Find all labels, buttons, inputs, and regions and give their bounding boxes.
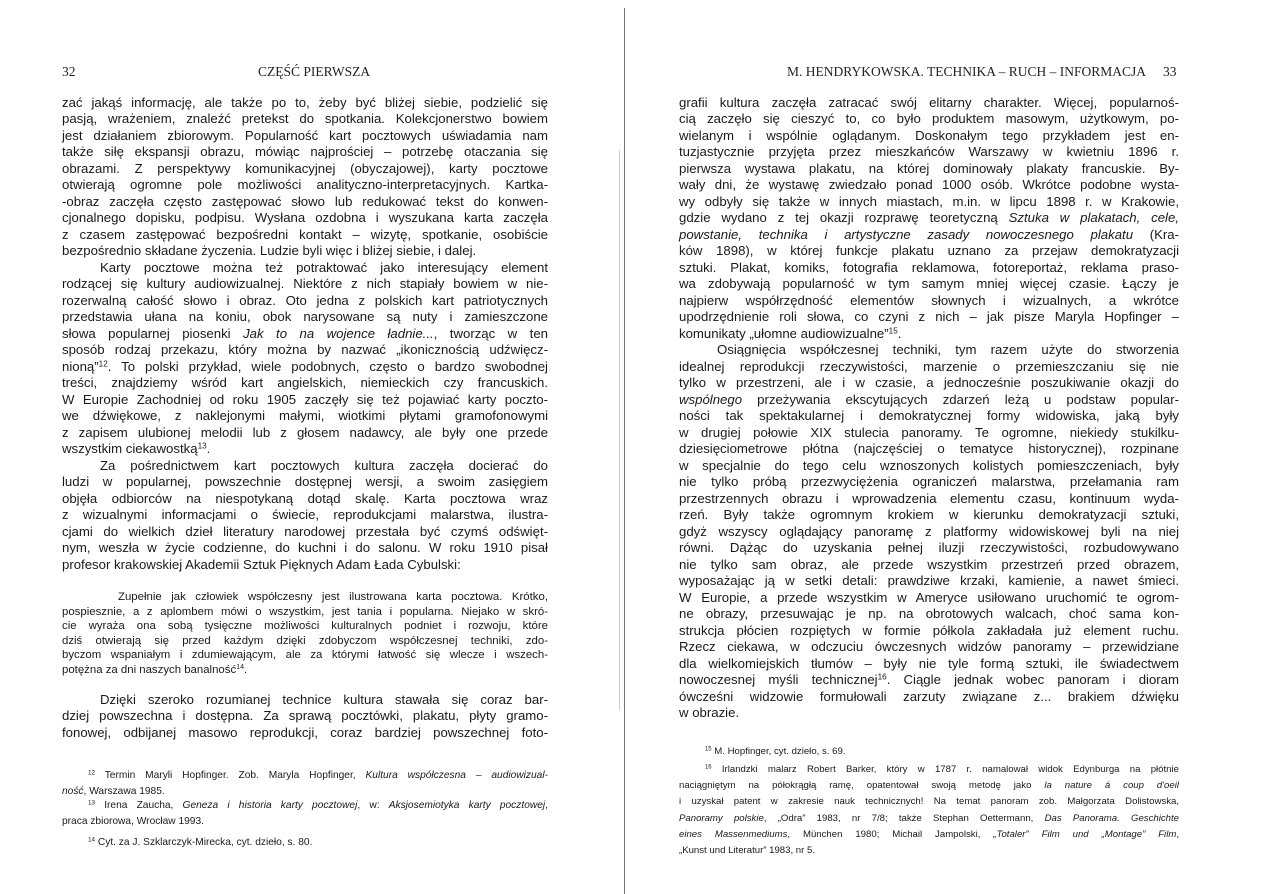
footnote-ref: 13 bbox=[88, 799, 96, 807]
italic-title: Panoramy polskie bbox=[679, 812, 764, 824]
footnote-14 bbox=[62, 835, 548, 851]
paragraph bbox=[62, 260, 548, 458]
text-line: cjonalnego dopisku, podpisu. Wysłana ozdobna i wyszukana karta zaczęła bbox=[62, 210, 548, 226]
text-line: profesor krakowskiej Akademii Sztuk Pięknych Adam Łada Cybulski: bbox=[62, 556, 461, 572]
footnote-16 bbox=[679, 762, 1179, 859]
text-line: rzeń. Były także ogromnym krokiem w kierunku demokratyzacji sztuki, bbox=[679, 507, 1179, 523]
text-line: gdyż wszyscy oglądający panoramę z platformy widowiskowej byli na niej bbox=[679, 523, 1179, 539]
text-line: nie tylko próbą przezwyciężenia ograniczeń malarstwa, przełamania ram bbox=[679, 474, 1179, 490]
text-line: najpierw współrzędność elementów słownych i wizualnych, a wkrótce bbox=[679, 292, 1179, 308]
italic-title: powstanie, technika i artystyczne zasady nowoczesnego plakatu bbox=[679, 226, 1134, 242]
text-line bbox=[62, 326, 548, 343]
text-run: M. Hopfinger, cyt. dzieło, s. 69. bbox=[711, 746, 846, 757]
footnote-ref: 16 bbox=[877, 672, 887, 682]
text-line: tuzjastycznie przyjęta przez mieszkańców Warszawy w kwietniu 1896 r. bbox=[679, 144, 1179, 160]
text-line: dziesięciometrowe płótna (najczęściej o tematyce historycznej), rozpinane bbox=[679, 441, 1179, 457]
text-line bbox=[679, 326, 1179, 343]
text-run: naciągniętym na półokrągłą ramę, opatentował swoją metodę jako bbox=[679, 780, 1045, 792]
text-run: gdzie wydano z tej okazji rozprawę teoretyczną bbox=[679, 210, 1009, 226]
text-line bbox=[679, 227, 1179, 244]
text-run: przeżywania ekscytujących zdarzeń leżą u podstaw popular- bbox=[742, 391, 1179, 407]
text-run: komunikaty „ułomne audiowizualne” bbox=[679, 325, 889, 341]
text-run: . To polski przykład, wiele podobnych, często o bardzo swobodnej bbox=[107, 358, 548, 374]
text-run: , bbox=[1176, 828, 1179, 840]
italic-title: Jak to na wojence ładnie... bbox=[243, 325, 434, 341]
text-line: objęła odbiorców na niespotykaną dotąd skalę. Karta pocztowa wraz bbox=[62, 490, 548, 506]
footnote-ref: 14 bbox=[236, 664, 244, 672]
footnote-ref: 12 bbox=[98, 359, 108, 369]
italic-title: Sztuka w plakatach, cele, bbox=[1008, 210, 1179, 226]
text-line: „Kunst und Literatur” 1983, nr 5. bbox=[679, 844, 815, 856]
italic-title: ność bbox=[62, 786, 84, 797]
right-body-text bbox=[679, 95, 1179, 722]
text-line: z zapisem ulubionej melodii lub z głosem nadawcy, ale były one przede bbox=[62, 424, 548, 440]
paragraph bbox=[62, 798, 548, 830]
page-number-left: 32 bbox=[62, 64, 76, 79]
text-line: Karty pocztowe można też potraktować jako interesujący element bbox=[100, 259, 548, 275]
italic-title: Das Panorama. Geschichte bbox=[1044, 812, 1179, 824]
text-line: W Europie, a przede wszystkim w Ameryce usiłowano uruchomić te ogrom- bbox=[679, 589, 1179, 605]
block-quote bbox=[62, 590, 548, 678]
footnote-ref: 15 bbox=[888, 326, 898, 336]
text-run: . bbox=[206, 441, 211, 457]
text-line bbox=[679, 762, 1179, 778]
italic-title: eines Massenmediums bbox=[679, 828, 788, 840]
paragraph bbox=[62, 692, 548, 741]
text-run: (Kra- bbox=[1133, 226, 1179, 242]
text-run: , w: bbox=[357, 800, 389, 811]
text-run: Cyt. za J. Szklarczyk-Mirecka, cyt. dzieło, s. 80. bbox=[95, 837, 313, 848]
text-line: sposób rodzaj przekazu, który można by nazwać „ikonicznością udźwięcz- bbox=[62, 342, 548, 358]
text-line bbox=[62, 441, 548, 458]
paragraph bbox=[679, 744, 1179, 760]
text-line: fonowej, odbijanej masowo reprodukcji, coraz bardziej powszechnej foto- bbox=[62, 724, 548, 740]
text-line: treści, znajdziemy wśród kart angielskich, niemieckich czy francuskich. bbox=[62, 375, 548, 391]
text-line: przedstawia ułana na koniu, obok narysowane są nuty i zamieszczone bbox=[62, 309, 548, 325]
text-run: nowoczesnej myśli technicznej bbox=[679, 672, 878, 688]
italic-title: la nature á coup d'oeil bbox=[1044, 780, 1179, 792]
text-run: , München 1980; Michail Jampolski, bbox=[787, 828, 994, 840]
text-run: . Ciągle jednak wobec panoram i dioram bbox=[886, 672, 1180, 688]
text-run: Irlandzki malarz Robert Barker, który w 1787 r. namalował widok Edynburga na płótnie bbox=[711, 764, 1179, 775]
text-run: nioną” bbox=[62, 358, 99, 374]
text-line: ne obrazy, przesuwając je np. na obrotowych walcach, choć sama kon- bbox=[679, 606, 1179, 622]
text-line bbox=[679, 672, 1179, 689]
text-line: także siłę ekspansji obrazu, mówiąc najprościej – potrzebę otaczania się bbox=[62, 144, 548, 160]
text-line: Zupełnie jak człowiek współczesny jest ilustrowana karta pocztowa. Krótko, bbox=[118, 591, 548, 603]
paragraph bbox=[679, 95, 1179, 343]
text-line: przestrzennych obrazu i wprowadzenia elementu czasu, kontinuum wyda- bbox=[679, 490, 1179, 506]
text-line: strukcja płócien rozpiętych w formie półkola zakładała już element ruchu. bbox=[679, 622, 1179, 638]
text-line: pierwsza wystawa plakatu, na której dominowały plakaty francuskie. By- bbox=[679, 160, 1179, 176]
italic-title: Geneza i historia karty pocztowej bbox=[182, 800, 358, 811]
text-run: . bbox=[244, 663, 248, 676]
text-line: dla wielkomiejskich tłumów – były nie tyle formą sztuki, ile świadectwem bbox=[679, 655, 1179, 671]
text-line: praca zbiorowa, Wrocław 1993. bbox=[62, 816, 204, 827]
paragraph bbox=[62, 95, 548, 260]
text-line: rozerwalną całość słowo i obraz. Oto jedna z polskich kart patriotycznych bbox=[62, 292, 548, 308]
footnote-ref: 12 bbox=[88, 769, 96, 777]
text-line: z wizualnymi informacjami o świecie, reprodukcjami malarstwa, ilustra- bbox=[62, 507, 548, 523]
text-run: , „Odra” 1983, nr 7/8; także Stephan Oettermann, bbox=[763, 812, 1045, 824]
text-line: byczom wspaniałym i zdumiewającym, ale za którymi łatwość się wlecze i wszech- bbox=[62, 649, 548, 662]
text-line: -obraz zaczęła często zastępować słowo lub redukować tekst do konwen- bbox=[62, 193, 548, 209]
text-line bbox=[679, 744, 1179, 760]
italic-title: Kultura współczesna – audiowizual- bbox=[365, 770, 549, 781]
text-line: i uzyskał patent w zakresie nauk technicznych! Na temat panoram zob. Małgorzata Dolistowska, bbox=[679, 796, 1179, 808]
text-line: równi. Dążąc do uzyskania pełnej iluzji rzeczywistości, rozbudowywano bbox=[679, 540, 1179, 556]
text-line: zać jakąś informację, ale także po to, żeby być bliżej siebie, podzielić się bbox=[62, 94, 548, 110]
text-run: , Warszawa 1985. bbox=[83, 786, 165, 797]
footnote-ref: 16 bbox=[705, 764, 712, 771]
footnote-12 bbox=[62, 768, 548, 800]
text-line: upodrzędnienie roli słowa, co czyni z nich – jak pisze Maryla Hopfinger – bbox=[679, 309, 1179, 325]
text-run: Termin Maryli Hopfinger. Zob. Maryla Hopfinger, bbox=[95, 770, 366, 781]
text-line: wielanym i wspólnie oglądanym. Doskonałym tego przykładem jest en- bbox=[679, 127, 1179, 143]
paragraph bbox=[62, 835, 548, 851]
text-line bbox=[679, 811, 1179, 827]
text-run: potężna za dni naszych banalność bbox=[62, 663, 237, 676]
text-line: pospiesznie, a z aplombem mówi o wszystkim, jest tania i popularna. Niejako w skró- bbox=[62, 605, 548, 618]
text-line bbox=[62, 835, 548, 851]
text-line: W Europie Zachodniej od roku 1905 zaczęły się też pojawiać karty poczto- bbox=[62, 391, 548, 407]
text-line: grafii kultura zaczęła zatracać swój elitarny charakter. Więcej, popularnoś- bbox=[679, 94, 1179, 110]
footnote-ref: 13 bbox=[197, 441, 207, 451]
text-line: cie wyraża ona sobą tysięczne możliwości kulturalnych podniet i rozwoju, które bbox=[62, 620, 548, 633]
text-line bbox=[62, 359, 548, 376]
paragraph bbox=[679, 762, 1179, 859]
text-line: bezpośrednio składane życzenia. Ludzie byli więc i bliżej siebie, i dalej. bbox=[62, 243, 477, 259]
footnote-15 bbox=[679, 744, 1179, 760]
italic-title: Aksjosemiotyka karty pocztowej bbox=[388, 800, 546, 811]
text-line: ności tak spektakularnej i demokratycznej formy widowiska, jaką były bbox=[679, 408, 1179, 424]
text-line: w specjalnie do tego celu wznoszonych kolistych pomieszczeniach, były bbox=[679, 457, 1179, 473]
text-line: tylko w przestrzeni, ale i w czasie, a jednocześnie poszukiwanie okazji do bbox=[679, 375, 1179, 391]
text-line: w obrazie. bbox=[679, 705, 740, 721]
text-line: wyposażając ją w setki detali: prawdziwe krzaki, kamienie, a nawet śmieci. bbox=[679, 573, 1179, 589]
text-line: ków 1898), w której funkcje plakatu uznano za przejaw demokratyzacji bbox=[679, 243, 1179, 259]
text-line bbox=[62, 798, 548, 814]
footnote-13 bbox=[62, 798, 548, 830]
text-line bbox=[62, 663, 548, 678]
book-gutter-shadow bbox=[619, 150, 620, 710]
page-number-right: 33 bbox=[1163, 64, 1177, 79]
italic-title: wspólnego bbox=[679, 391, 743, 407]
text-line: z czasem zastępować bezpośredni kontakt – wizytę, spotkanie, osobiście bbox=[62, 226, 548, 242]
text-line bbox=[679, 210, 1179, 227]
left-body-text-continued bbox=[62, 692, 548, 741]
text-run: Irena Zaucha, bbox=[95, 800, 183, 811]
text-line: wy odbyły się także w innych miastach, m.in. w lipcu 1898 r. w Krakowie, bbox=[679, 193, 1179, 209]
text-line: obrazami. Z perspektywy komunikacyjnej (obyczajowej), karty pocztowe bbox=[62, 160, 548, 176]
text-line: pasją, wrażeniem, znaleźć pretekst do spotkania. Kolekcjonerstwo bowiem bbox=[62, 111, 548, 127]
text-line: cjami do wielkich dzieł literatury narodowej przestała być czymś odświęt- bbox=[62, 523, 548, 539]
text-run: słowa popularnej piosenki bbox=[62, 325, 244, 341]
paragraph bbox=[62, 590, 548, 678]
text-line: wa zdobywają popularność w tym samym mniej więcej czasie. Łączy je bbox=[679, 276, 1179, 292]
text-line bbox=[679, 392, 1179, 409]
text-line: nie tylko sam obraz, ale przede wszystkim przestrzeń przed obrazem, bbox=[679, 556, 1179, 572]
text-line bbox=[679, 778, 1179, 794]
text-line: cią zaczęło się cieszyć to, co było produktem masowym, użytkowym, po- bbox=[679, 111, 1179, 127]
text-line: otwierają ogromne pole możliwości analityczno-interpretacyjnych. Kartka- bbox=[62, 177, 548, 193]
running-header-right: M. HENDRYKOWSKA. TECHNIKA – RUCH – INFORMACJA bbox=[787, 64, 1147, 79]
paragraph bbox=[62, 768, 548, 800]
text-line: we dźwiękowe, z naklejonymi małymi, wiotkimi płytami gramofonowymi bbox=[62, 408, 548, 424]
text-line: Dzięki szeroko rozumianej technice kultura stawała się coraz bar- bbox=[100, 692, 548, 707]
text-line: ówcześni widzowie formułowali zarzuty związane z... brakiem dźwięku bbox=[679, 688, 1179, 704]
text-line: wały dni, że wystawę zwiedzało ponad 1000 osób. Wkrótce podobne wysta- bbox=[679, 177, 1179, 193]
text-line: jest działaniem zbiorowym. Popularność kart pocztowych uświadamia nam bbox=[62, 127, 548, 143]
italic-title: „Totaler” Film und „Montage” Film bbox=[993, 828, 1177, 840]
text-line: sztuki. Plakat, komiks, fotografia reklamowa, fotoreportaż, reklama praso- bbox=[679, 259, 1179, 275]
text-line: dziej powszechna i dostępna. Za sprawą pocztówki, plakatu, płyty gramo- bbox=[62, 708, 548, 724]
book-gutter-line bbox=[624, 8, 625, 894]
text-run: , tworząc w ten bbox=[433, 325, 548, 341]
left-body-text bbox=[62, 95, 548, 574]
text-line bbox=[679, 827, 1179, 843]
text-run: . bbox=[897, 325, 902, 341]
paragraph bbox=[679, 342, 1179, 722]
text-line: Za pośrednictwem kart pocztowych kultura zaczęła docierać do bbox=[100, 457, 548, 473]
paragraph bbox=[62, 458, 548, 574]
text-line: w drugiej połowie XIX stulecia panoramy. Te ogromne, niekiedy stukilku- bbox=[679, 424, 1179, 440]
text-line: ludzi w popularnej, powszechnie dostępnej wersji, a swoim zasięgiem bbox=[62, 474, 548, 490]
text-line: rodzącej się kultury audiowizualnej. Niektóre z nich stapiały bowiem w nie- bbox=[62, 276, 548, 292]
text-run: , bbox=[545, 800, 548, 811]
footnote-ref: 14 bbox=[88, 836, 96, 844]
text-line: idealnej reprodukcji rzeczywistości, marzenie o przemieszczaniu się nie bbox=[679, 358, 1179, 374]
text-run: wszystkim ciekawostką bbox=[62, 441, 198, 457]
text-line: dziś otwierają się przed każdym dzięki zdobyczom współczesnej techniki, zdo- bbox=[62, 634, 548, 647]
running-header-left: CZĘŚĆ PIERWSZA bbox=[258, 64, 371, 79]
text-line: nym, weszła w życie codzienne, do kuchni i do salonu. W roku 1910 pisał bbox=[62, 540, 548, 556]
footnote-ref: 15 bbox=[705, 746, 712, 753]
text-line: Osiągnięcia współczesnej techniki, tym razem użyte do stworzenia bbox=[717, 342, 1179, 358]
text-line bbox=[62, 768, 548, 784]
text-line: Rzecz ciekawa, w odczuciu ówczesnych widzów panoramy – przewidziane bbox=[679, 639, 1179, 655]
